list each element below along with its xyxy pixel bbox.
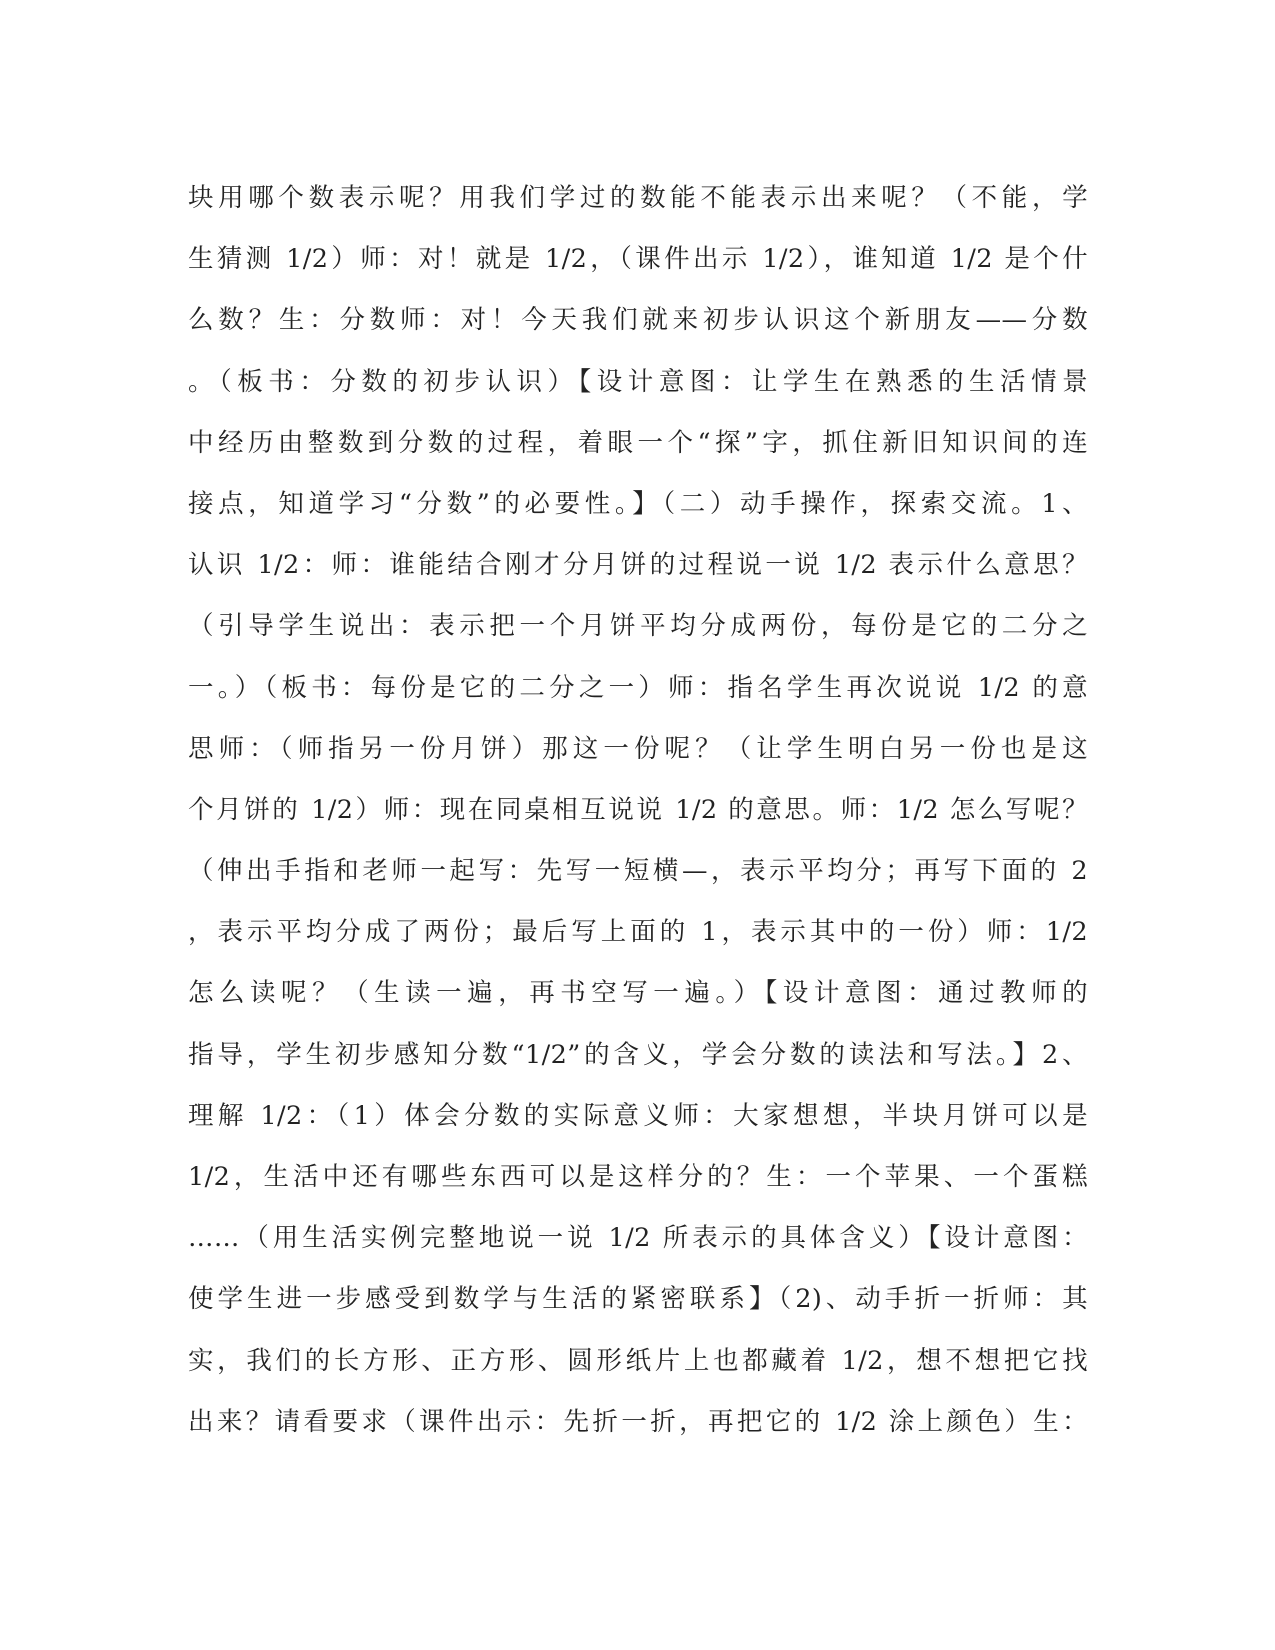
text-line: （引导学生说出：表示把一个月饼平均分成两份，每份是它的二分之 xyxy=(188,611,1088,642)
text-line: 认识 1/2：师：谁能结合刚才分月饼的过程说一说 1/2 表示什么意思？ xyxy=(188,550,1088,581)
body-text xyxy=(188,168,1088,1453)
text-line: 。（板书：分数的初步认识）【设计意图：让学生在熟悉的生活情景 xyxy=(188,366,1088,397)
text-line: 思师：（师指另一份月饼）那这一份呢？（让学生明白另一份也是这 xyxy=(188,733,1088,764)
text-line: 块用哪个数表示呢？用我们学过的数能不能表示出来呢？（不能，学 xyxy=(188,183,1088,213)
text-line: 么数？生：分数师：对！今天我们就来初步认识这个新朋友——分数 xyxy=(188,305,1088,336)
text-line: （伸出手指和老师一起写：先写一短横—，表示平均分；再写下面的 2 xyxy=(188,856,1088,887)
text-line: 接点，知道学习“分数”的必要性。】（二）动手操作，探索交流。1、 xyxy=(188,488,1088,519)
text-line: 中经历由整数到分数的过程，着眼一个“探”字，抓住新旧知识间的连 xyxy=(188,427,1088,458)
text-line: 理解 1/2：（1）体会分数的实际意义师：大家想想，半块月饼可以是 xyxy=(188,1100,1088,1131)
text-line: 怎么读呢？（生读一遍，再书空写一遍。）【设计意图：通过教师的 xyxy=(188,978,1088,1009)
text-line: 出来？请看要求（课件出示：先折一折，再把它的 1/2 涂上颜色）生： xyxy=(188,1406,1088,1437)
text-line: 实，我们的长方形、正方形、圆形纸片上也都藏着 1/2，想不想把它找 xyxy=(188,1345,1088,1376)
text-line: 指导，学生初步感知分数“1/2”的含义，学会分数的读法和写法。】2、 xyxy=(188,1039,1088,1070)
text-line: 生猜测 1/2）师：对！就是 1/2，（课件出示 1/2），谁知道 1/2 是个什 xyxy=(188,244,1088,275)
text-line: ……（用生活实例完整地说一说 1/2 所表示的具体含义）【设计意图： xyxy=(188,1223,1088,1254)
text-line: 使学生进一步感受到数学与生活的紧密联系】（2)、动手折一折师：其 xyxy=(188,1284,1088,1315)
text-line: 个月饼的 1/2）师：现在同桌相互说说 1/2 的意思。师：1/2 怎么写呢？ xyxy=(188,794,1088,825)
text-line: 1/2，生活中还有哪些东西可以是这样分的？生：一个苹果、一个蛋糕 xyxy=(188,1162,1088,1192)
text-line: ，表示平均分成了两份；最后写上面的 1，表示其中的一份）师：1/2 xyxy=(188,917,1088,948)
text-line: 一。）（板书：每份是它的二分之一）师：指名学生再次说说 1/2 的意 xyxy=(188,672,1088,703)
